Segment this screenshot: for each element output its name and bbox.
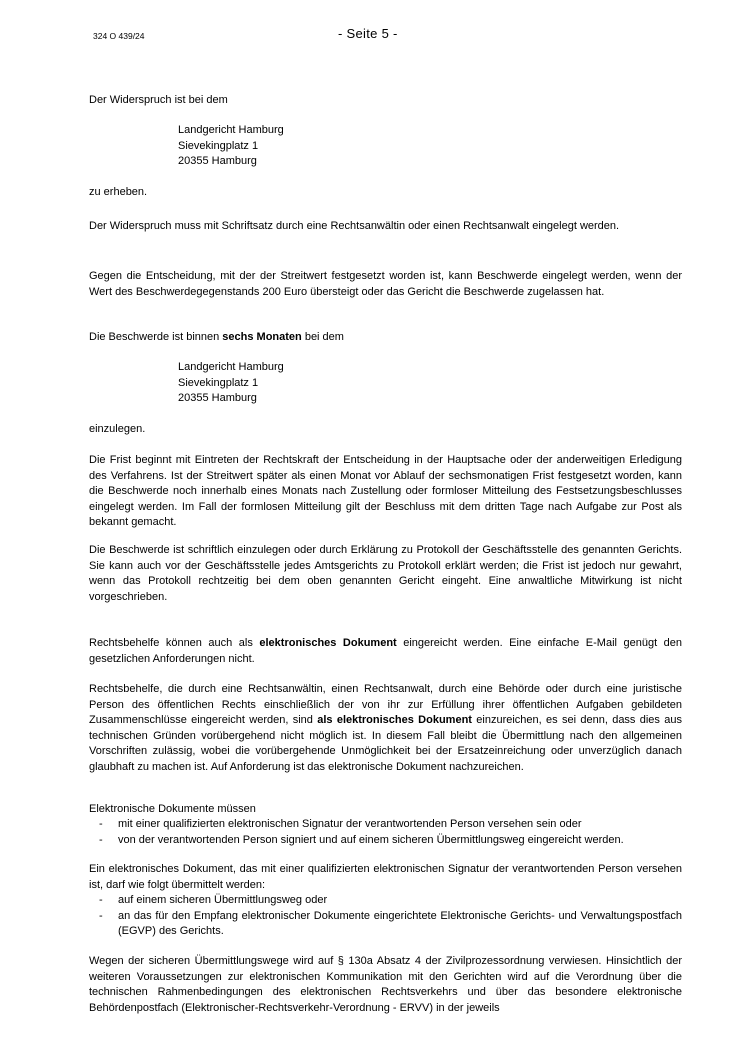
- paragraph-frist-beginn: Die Frist beginnt mit Eintreten der Rechtskraft der Entscheidung in der Hauptsache oder der anderweitigen Erledigung des Verfahrens. Ist der Streitwert später als einen Monat vor Ablauf der sechsmonatigen Frist festgesetzt worden, kann die Beschwerde noch innerhalb eines Monats nach Zustellung oder formloser Mitteilung des Festsetzungsbeschlusses eingelegt werden. Im Fall der formlosen Mitteilung gilt der Beschluss mit dem dritten Tage nach Aufgabe zur Post als bekannt gemacht.: [89, 454, 682, 529]
- paragraph-widerspruch-intro: Der Widerspruch ist bei dem: [89, 94, 228, 106]
- page-number: - Seite 5 -: [338, 26, 398, 41]
- list-item: an das für den Empfang elektronischer Dokumente eingerichtete Elektronische Gerichts- und Verwaltungspostfach (EGVP) des Gerichts.: [118, 909, 682, 938]
- transmission-list: [89, 893, 682, 941]
- paragraph-elektronisches-dokument: [89, 636, 682, 667]
- emphasis-electronic-document: als elektronisches Dokument: [317, 714, 472, 727]
- address-name: Landgericht Hamburg: [178, 361, 284, 373]
- list-item: mit einer qualifizierten elektronischen Signatur der verantwortenden Person versehen sein oder: [118, 818, 582, 830]
- paragraph-streitwert-beschwerde: Gegen die Entscheidung, mit der der Streitwert festgesetzt worden ist, kann Beschwerde eingelegt werden, wenn der Wert des Beschwerdegegenstands 200 Euro übersteigt oder das Gericht die Beschwerde zugelassen hat.: [89, 270, 682, 298]
- paragraph-sichere-uebermittlungswege: Wegen der sicheren Übermittlungswege wird auf § 130a Absatz 4 der Zivilprozessordnung verwiesen. Hinsichtlich der weiteren Voraussetzungen zur elektronischen Kommunikation mit den Gerichten wird auf die Verordnung über die technischen Rahmenbedingungen des elektronischen Rechtsverkehrs und über das besondere elektronische Behördenpostfach (Elektronischer-Rechtsverkehr-Verordnung - ERVV) in der jeweils: [89, 955, 682, 1014]
- list-item: von der verantwortenden Person signiert und auf einem sicheren Übermittlungsweg eingereicht werden.: [118, 833, 624, 846]
- list-marker: -: [99, 833, 103, 846]
- list-marker: -: [99, 894, 103, 906]
- paragraph-widerspruch-form: Der Widerspruch muss mit Schriftsatz durch eine Rechtsanwältin oder einen Rechtsanwalt eingelegt werden.: [89, 220, 620, 232]
- text: eingereicht werden. Eine einfache E-Mail genügt den gesetzlichen Anforderungen nicht.: [89, 637, 682, 665]
- list-marker: -: [99, 909, 103, 922]
- paragraph-rechtsbehelfe-pflicht: [89, 682, 682, 776]
- paragraph-signatur-uebermittlung: Ein elektronisches Dokument, das mit einer qualifizierten elektronischen Signatur der verantwortenden Person versehen ist, darf wie folgt übermittelt werden:: [89, 863, 682, 891]
- list-item: auf einem sicheren Übermittlungsweg oder: [118, 894, 328, 906]
- court-address-2: [178, 360, 284, 407]
- text: Rechtsbehelfe, die durch eine Rechtsanwältin, einen Rechtsanwalt, durch eine Behörde oder durch eine juristische Person des öffentlichen Rechts einschließlich der von ihr zur Erfüllung ihrer öffentlichen Aufgaben gebildeten Zusammenschlüsse eingereicht werden, sind: [89, 683, 682, 727]
- paragraph-beschwerde-frist: [89, 330, 682, 346]
- paragraph-beschwerde-schriftlich: Die Beschwerde ist schriftlich einzulegen oder durch Erklärung zu Protokoll der Geschäftsstelle des genannten Gerichts. Sie kann auch vor der Geschäftsstelle jedes Amtsgerichts zu Protokoll erklärt werden; die Frist ist jedoch nur gewahrt, wenn das Protokoll rechtzeitig bei dem oben genannten Gericht eingeht. Eine anwaltliche Mitwirkung ist nicht vorgeschrieben.: [89, 544, 682, 603]
- text: einzureichen, es sei denn, dass dies aus technischen Gründen vorübergehend nicht möglich ist. In diesem Fall bleibt die Übermittlung nach den allgemeinen Vorschriften zulässig, wobei die vorübergehende Unmöglichkeit bei der Ersatzeinreichung oder unverzüglich danach glaubhaft zu machen ist. Auf Anforderung ist das elektronische Dokument nachzureichen.: [89, 714, 682, 773]
- address-city: 20355 Hamburg: [178, 392, 257, 405]
- text: bei dem: [301, 331, 344, 343]
- file-reference: 324 O 439/24: [93, 31, 145, 41]
- text: Rechtsbehelfe können auch als: [89, 637, 260, 649]
- emphasis-deadline: sechs Monaten: [222, 331, 302, 343]
- paragraph-zu-erheben: zu erheben.: [89, 186, 148, 198]
- address-street: Sievekingplatz 1: [178, 376, 259, 389]
- text: Die Beschwerde ist binnen: [89, 331, 223, 343]
- address-name: Landgericht Hamburg: [178, 124, 284, 136]
- address-street: Sievekingplatz 1: [178, 139, 259, 152]
- list-marker: -: [99, 818, 103, 830]
- address-city: 20355 Hamburg: [178, 155, 257, 168]
- paragraph-dokumente-muessen: Elektronische Dokumente müssen: [89, 803, 256, 815]
- court-address-1: [178, 123, 284, 170]
- requirements-list: [89, 817, 682, 849]
- emphasis-electronic-document: elektronisches Dokument: [259, 637, 397, 649]
- paragraph-einzulegen: einzulegen.: [89, 423, 146, 435]
